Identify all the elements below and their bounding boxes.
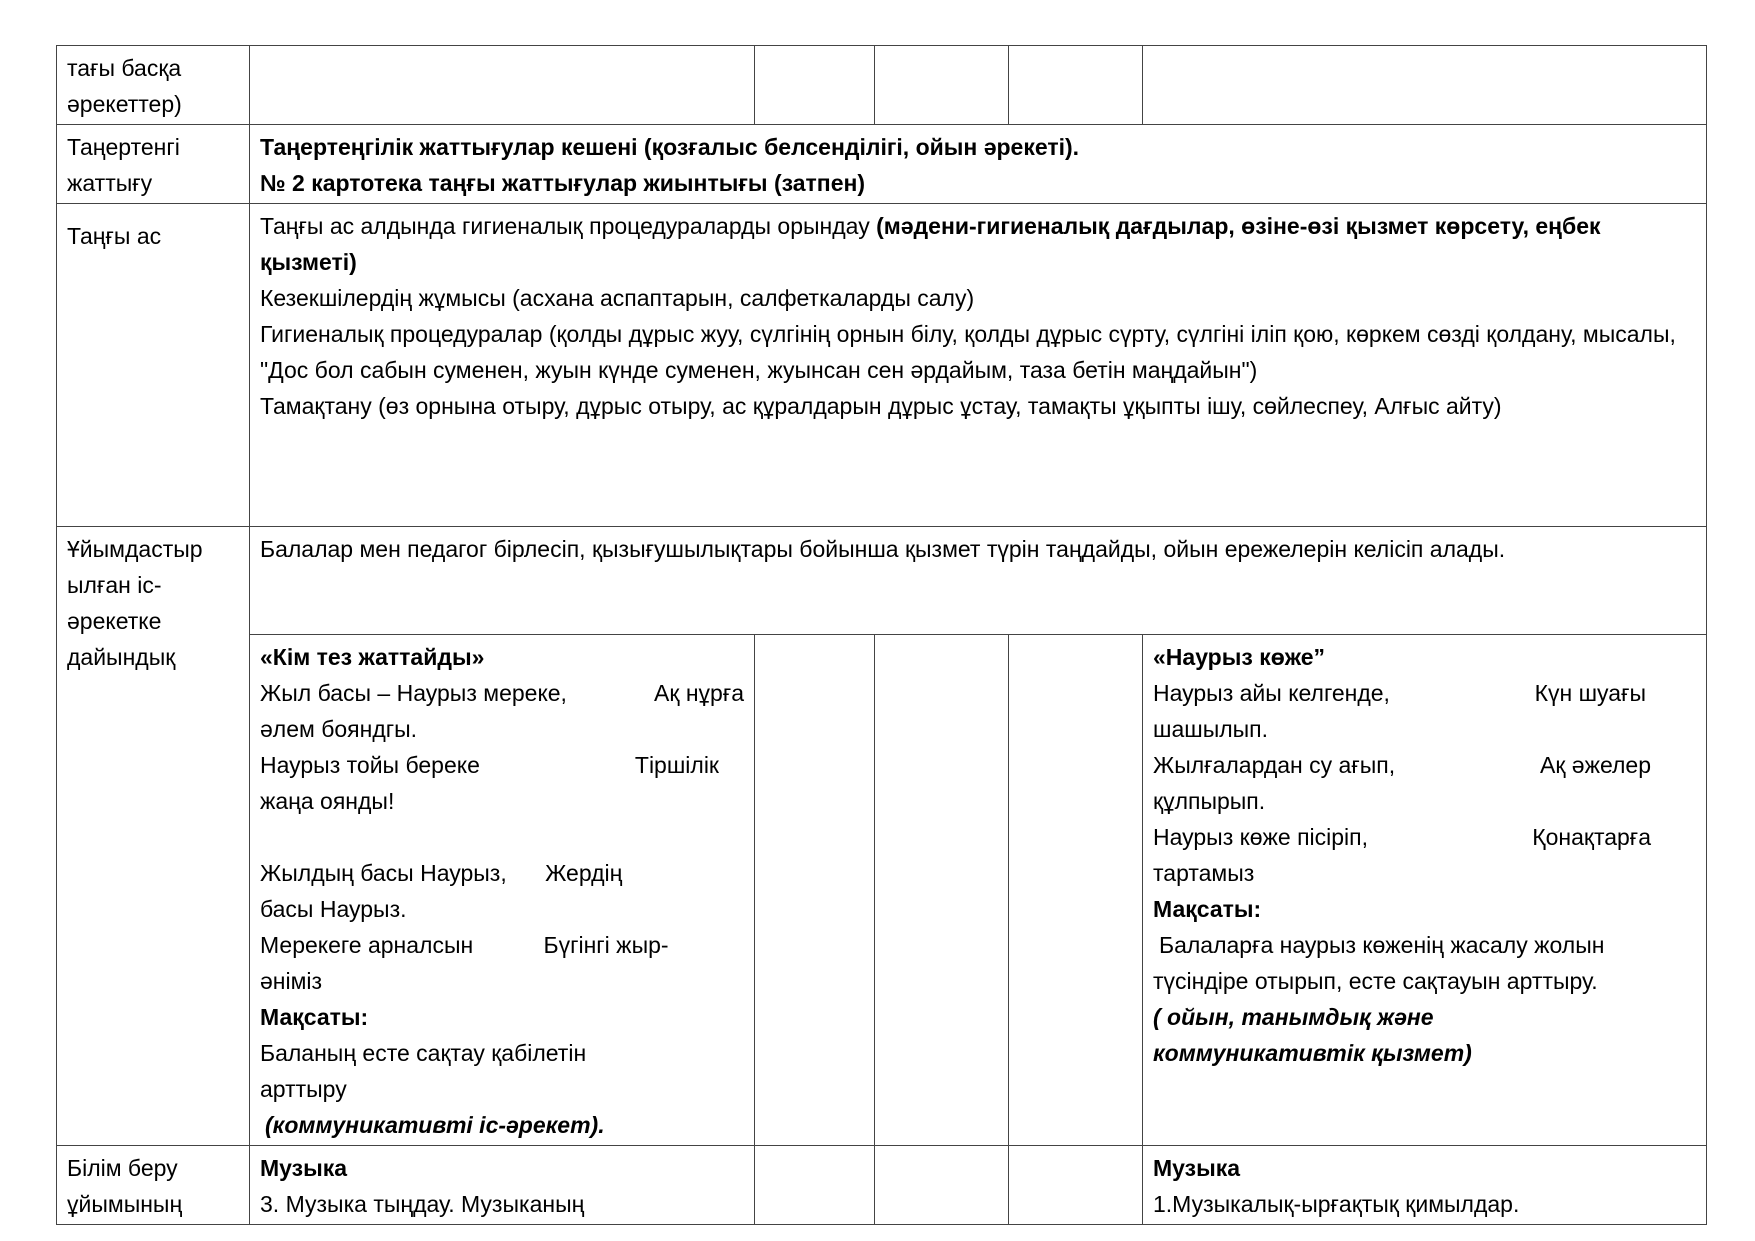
table-cell	[250, 46, 755, 125]
activity-note: (коммуникативті іс-әрекет).	[265, 1112, 605, 1138]
goal-label: Мақсаты:	[260, 1004, 369, 1030]
row-label: Ұйымдастыр ылған іс- әрекетке дайындық	[57, 527, 250, 1146]
poem-title: «Кім тез жаттайды»	[260, 644, 485, 670]
poem-cell-right	[1143, 635, 1707, 1146]
poem-line: Наурыз айы келгенде, Күн шуағы	[1153, 680, 1646, 706]
table-row	[57, 527, 1707, 635]
table-row	[57, 46, 1707, 125]
poem-line: Жылдың басы Наурыз, Жердің	[260, 860, 623, 886]
paragraph: Гигиеналық процедуралар (қолды дұрыс жуу, сүлгінің орнын білу, қолды дұрыс сүрту, сүлгіні іліп қою, көркем сөзді қолдану, мысалы, "Дос бол сабын суменен, жуын күнде суменен, жуынсан сен әрдайым, таза бетін маңдайын")	[260, 321, 1676, 383]
schedule-table	[56, 45, 1707, 1225]
poem-line: Жылғалардан су ағып, Ақ әжелер	[1153, 752, 1651, 778]
goal-label: Мақсаты:	[1153, 896, 1262, 922]
goal-text: арттыру	[260, 1076, 347, 1102]
poem-line: Наурыз көже пісіріп, Қонақтарға	[1153, 824, 1651, 850]
row-label: тағы басқа әрекеттер)	[57, 46, 250, 125]
row-label: Таңғы ас	[57, 204, 250, 527]
poem-line: жаңа оянды!	[260, 788, 395, 814]
poem-title: «Наурыз көже”	[1153, 644, 1326, 670]
row-label: Таңертенгі жаттығу	[57, 125, 250, 204]
goal-text: түсіндіре отырып, есте сақтауын арттыру.	[1153, 968, 1598, 994]
activity-note: коммуникативтік қызмет)	[1153, 1040, 1472, 1066]
subject-title: Музыка	[260, 1155, 348, 1181]
table-row	[57, 125, 1707, 204]
poem-line: құлпырып.	[1153, 788, 1266, 814]
poem-line: басы Наурыз.	[260, 896, 407, 922]
exercise-title: Таңертеңгілік жаттығулар кешені (қозғалыс белсенділігі, ойын әрекеті).	[260, 134, 1080, 160]
paragraph: Кезекшілердің жұмысы (асхана аспаптарын, салфеткаларды салу)	[260, 285, 975, 311]
exercise-subtitle: № 2 картотека таңғы жаттығулар жиынтығы (затпен)	[260, 170, 866, 196]
table-cell	[1009, 635, 1143, 1146]
poem-line: Наурыз тойы береке Тіршілік	[260, 752, 719, 778]
subject-title: Музыка	[1153, 1155, 1241, 1181]
preparation-cell	[250, 527, 1707, 635]
poem-line: шашылып.	[1153, 716, 1269, 742]
table-row	[57, 204, 1707, 527]
morning-exercise-cell	[250, 125, 1707, 204]
music-cell-right	[1143, 1146, 1707, 1225]
goal-text: Балаларға наурыз көженің жасалу жолын	[1159, 932, 1605, 958]
table-row	[57, 1146, 1707, 1225]
table-cell	[755, 1146, 875, 1225]
music-cell-left	[250, 1146, 755, 1225]
table-cell	[1009, 1146, 1143, 1225]
poem-line: Мерекеге арналсын Бүгінгі жыр-	[260, 932, 669, 958]
breakfast-cell	[250, 204, 1707, 527]
paragraph: Балалар мен педагог бірлесіп, қызығушылықтары бойынша қызмет түрін таңдайды, ойын ережелерін келісіп алады.	[260, 536, 1506, 562]
paragraph: Таңғы ас алдында гигиеналық процедураларды орындау (мәдени-гигиеналық дағдылар, өзіне-өзі қызмет көрсету, еңбек қызметі)	[260, 213, 1601, 275]
poem-line: әніміз	[260, 968, 323, 994]
table-cell	[755, 46, 875, 125]
table-cell	[875, 46, 1009, 125]
table-cell	[1009, 46, 1143, 125]
poem-cell-left	[250, 635, 755, 1146]
table-cell	[875, 635, 1009, 1146]
table-cell	[1143, 46, 1707, 125]
poem-line: тартамыз	[1153, 860, 1255, 886]
activity-note: ( ойын, танымдық және	[1153, 1004, 1434, 1030]
poem-line: әлем бояндгы.	[260, 716, 418, 742]
table-row	[57, 635, 1707, 1146]
subject-text: 1.Музыкалық-ырғақтық қимылдар.	[1153, 1191, 1520, 1217]
table-cell	[755, 635, 875, 1146]
poem-line: Жыл басы – Наурыз мереке, Ақ нұрға	[260, 680, 744, 706]
table-cell	[875, 1146, 1009, 1225]
goal-text: Баланың есте сақтау қабілетін	[260, 1040, 587, 1066]
paragraph: Тамақтану (өз орнына отыру, дұрыс отыру, ас құралдарын дұрыс ұстау, тамақты ұқыпты ішу, сөйлеспеу, Алғыс айту)	[260, 393, 1502, 419]
row-label: Білім беру ұйымының	[57, 1146, 250, 1225]
subject-text: 3. Музыка тыңдау. Музыканың	[260, 1191, 585, 1217]
